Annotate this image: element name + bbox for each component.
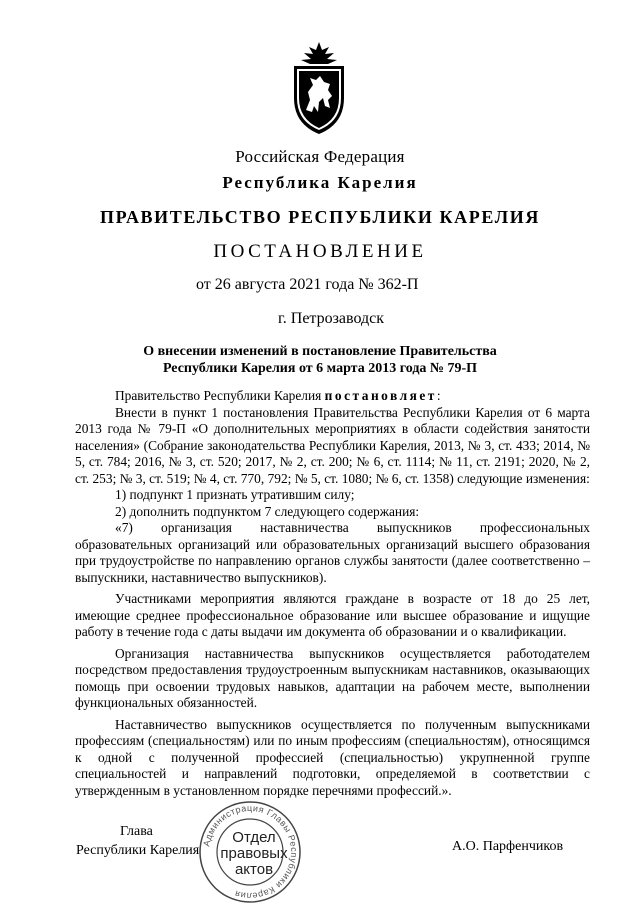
paragraph-participants: Участниками мероприятия являются граждане в возрасте от 18 до 25 лет, имеющие среднее профессиональное образование или высшее образование и ищущие работу в течение года с даты выдачи им документа об образовании и о квалификации. — [75, 591, 590, 639]
document-body — [75, 388, 590, 799]
paragraph-mentoring: Наставничество выпускников осуществляется по полученным выпускниками профессиям (специальностям) или по иным профессиям (специальностям), относящимся к одной с полученной профессией (специальностью) укрупненной группе специальностей и направлений подготовки, определяемой в соответствии с утвержденным в установленном порядке перечнями профессий.». — [75, 716, 590, 798]
stamp-ring-text: Администрация Главы Республики Карелия — [201, 802, 300, 902]
document-city: г. Петрозаводск — [278, 310, 385, 327]
subject-line-1: О внесении изменений в постановление Правительства — [143, 344, 497, 359]
signatory-title — [76, 822, 199, 860]
paragraph-organization: Организация наставничества выпускников осуществляется работодателем посредством предоставления трудоустроенным выпускникам наставников, оказывающих помощь при освоении трудовых навыков, адаптации на рабочем месте, выполнении функциональных обязанностей. — [75, 645, 590, 710]
paragraph-item-1: 1) подпункт 1 признать утратившим силу; — [115, 487, 355, 502]
signatory-title-line-2: Республики Карелия — [76, 843, 200, 858]
paragraph-amendments: Внести в пункт 1 постановления Правительства Республики Карелия от 6 марта 2013 года № 79-П «О дополнительных мероприятиях в области содействия занятости населения» (Собрание законодательства Республики Карелия, 2013, № 3, ст. 433; 2014, № 5, ст. 784; 2016, № 3, ст. 520; 2017, № 2, ст. 200; № 6, ст. 1114; № 11, ст. 2191; 2020, № 2, ст. 253; № 3, ст. 519; № 4, ст. 770, 792; № 5, ст. 1080; № 6, ст. 1358) следующие изменения: — [75, 404, 590, 486]
coat-of-arms-icon — [288, 40, 350, 136]
stamp-line-3: актов — [234, 861, 274, 878]
paragraph-subitem-7: «7) организация наставничества выпускников профессиональных образовательных организаций или образовательных организаций высшего образования при трудоустройстве по направлению органов службы занятости (далее соответственно – выпускники, наставничество выпускников). — [75, 520, 590, 585]
stamp-center-text — [218, 830, 290, 878]
document-subject — [0, 343, 640, 377]
intro-decree-word: постановляет — [324, 388, 437, 403]
resolution-intro — [75, 388, 590, 405]
intro-prefix: Правительство Республики Карелия — [115, 388, 325, 403]
document-type: ПОСТАНОВЛЕНИЕ — [213, 241, 427, 262]
signatory-name: А.О. Парфенчиков — [452, 839, 564, 854]
intro-suffix: : — [436, 388, 441, 403]
stamp-line-1: Отдел — [232, 829, 276, 846]
stamp-line-2: правовых — [220, 845, 288, 862]
document-date-number: от 26 августа 2021 года № 362-П — [196, 276, 419, 293]
subject-line-2: Республики Карелия от 6 марта 2013 года № 79-П — [162, 361, 478, 376]
signatory-title-line-1: Глава — [120, 824, 153, 839]
paragraph-item-2: 2) дополнить подпунктом 7 следующего содержания: — [115, 503, 420, 519]
government-title: ПРАВИТЕЛЬСТВО РЕСПУБЛИКИ КАРЕЛИЯ — [100, 207, 540, 227]
country-name: Российская Федерация — [235, 147, 405, 166]
republic-name: Республика Карелия — [222, 173, 418, 192]
